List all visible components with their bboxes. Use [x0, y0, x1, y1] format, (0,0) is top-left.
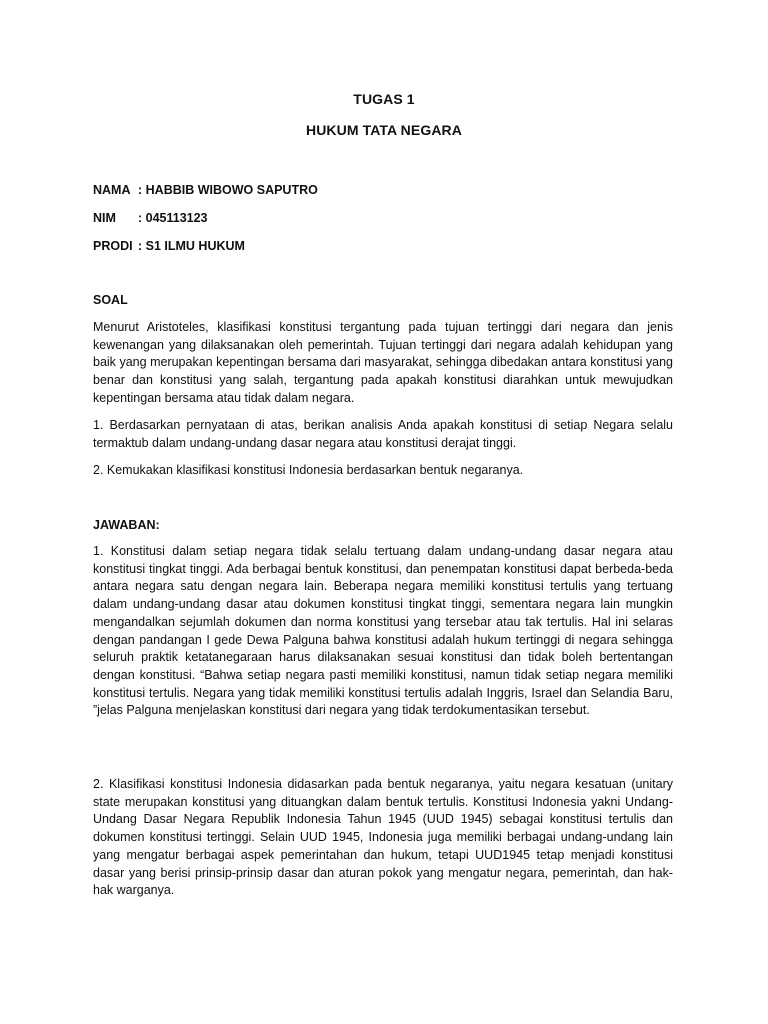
nama-value: : HABBIB WIBOWO SAPUTRO [138, 183, 318, 197]
jawaban-heading: JAWABAN: [93, 518, 160, 532]
identity-nama-row [93, 183, 318, 197]
identity-nim-row [93, 211, 208, 225]
jawaban-answer-2: 2. Klasifikasi konstitusi Indonesia didasarkan pada bentuk negaranya, yaitu negara kesatuan (unitary state merupakan konstitusi yang dituangkan dalam bentuk tertulis. Konstitusi Indonesia yakni Undang-Undang Dasar Negara Republik Indonesia Tahun 1945 (UUD 1945) sebagai konstitusi tertulis dan dokumen konstitusi tertinggi. Selain UUD 1945, Indonesia juga memiliki berbagai undang-undang lain yang mengatur berbagai aspek pemerintahan dan hukum, tetapi UUD1945 tetap menjadi konstitusi dasar yang berisi prinsip-prinsip dasar dan aturan pokok yang mengatur negara, pemerintah, dan hak-hak warganya. [93, 777, 673, 898]
nama-label: NAMA [93, 183, 131, 197]
soal-question-1: 1. Berdasarkan pernyataan di atas, berikan analisis Anda apakah konstitusi di setiap Negara selalu termaktub dalam undang-undang dasar negara atau konstitusi derajat tinggi. [93, 418, 673, 450]
document-subtitle: HUKUM TATA NEGARA [306, 122, 462, 138]
document-title: TUGAS 1 [353, 91, 415, 107]
soal-heading: SOAL [93, 293, 128, 307]
identity-prodi-row [93, 239, 245, 253]
nim-value: : 045113123 [138, 211, 208, 225]
nim-label: NIM [93, 211, 116, 225]
jawaban-answer-1: 1. Konstitusi dalam setiap negara tidak selalu tertuang dalam undang-undang dasar negara atau konstitusi tingkat tinggi. Ada berbagai bentuk konstitusi, dan penempatan konstitusi dapat berbeda-beda antara negara satu dengan negara lain. Beberapa negara memiliki konstitusi tertulis yang tertuang dalam undang-undang dasar atau dokumen konstitusi tingkat tinggi, sementara negara lain mungkin mengandalkan sejumlah dokumen dan norma konstitusi yang tersebar atau tak tertulis. Hal ini selaras dengan pandangan I gede Dewa Palguna bahwa konstitusi adalah hukum tertinggi di negara sehingga seluruh praktik ketatanegaraan harus dilaksanakan sesuai konstitusi dan tidak boleh bertentangan dengan konstitusi. “Bahwa setiap negara pasti memiliki konstitusi, namun tidak setiap negara memiliki konstitusi tertulis. Negara yang tidak memiliki konstitusi tertulis adalah Inggris, Israel dan Selandia Baru, ”jelas Palguna menjelaskan konstitusi dari negara yang tidak terdokumentasikan tersebut. [93, 544, 673, 718]
soal-question-2: 2. Kemukakan klasifikasi konstitusi Indonesia berdasarkan bentuk negaranya. [93, 463, 524, 477]
prodi-value: : S1 ILMU HUKUM [138, 239, 245, 253]
soal-intro-paragraph: Menurut Aristoteles, klasifikasi konstitusi tergantung pada tujuan tertinggi dari negara dan jenis kewenangan yang dilaksanakan oleh pemerintah. Tujuan tertinggi dari negara adalah kehidupan yang baik yang merupakan kepentingan bersama dari masyarakat, sehingga dibedakan antara konstitusi yang benar dan konstitusi yang salah, tergantung pada apakah konstitusi diarahkan untuk mewujudkan kepentingan bersama atau tidak dalam negara. [93, 320, 673, 405]
prodi-label: PRODI [93, 239, 133, 253]
